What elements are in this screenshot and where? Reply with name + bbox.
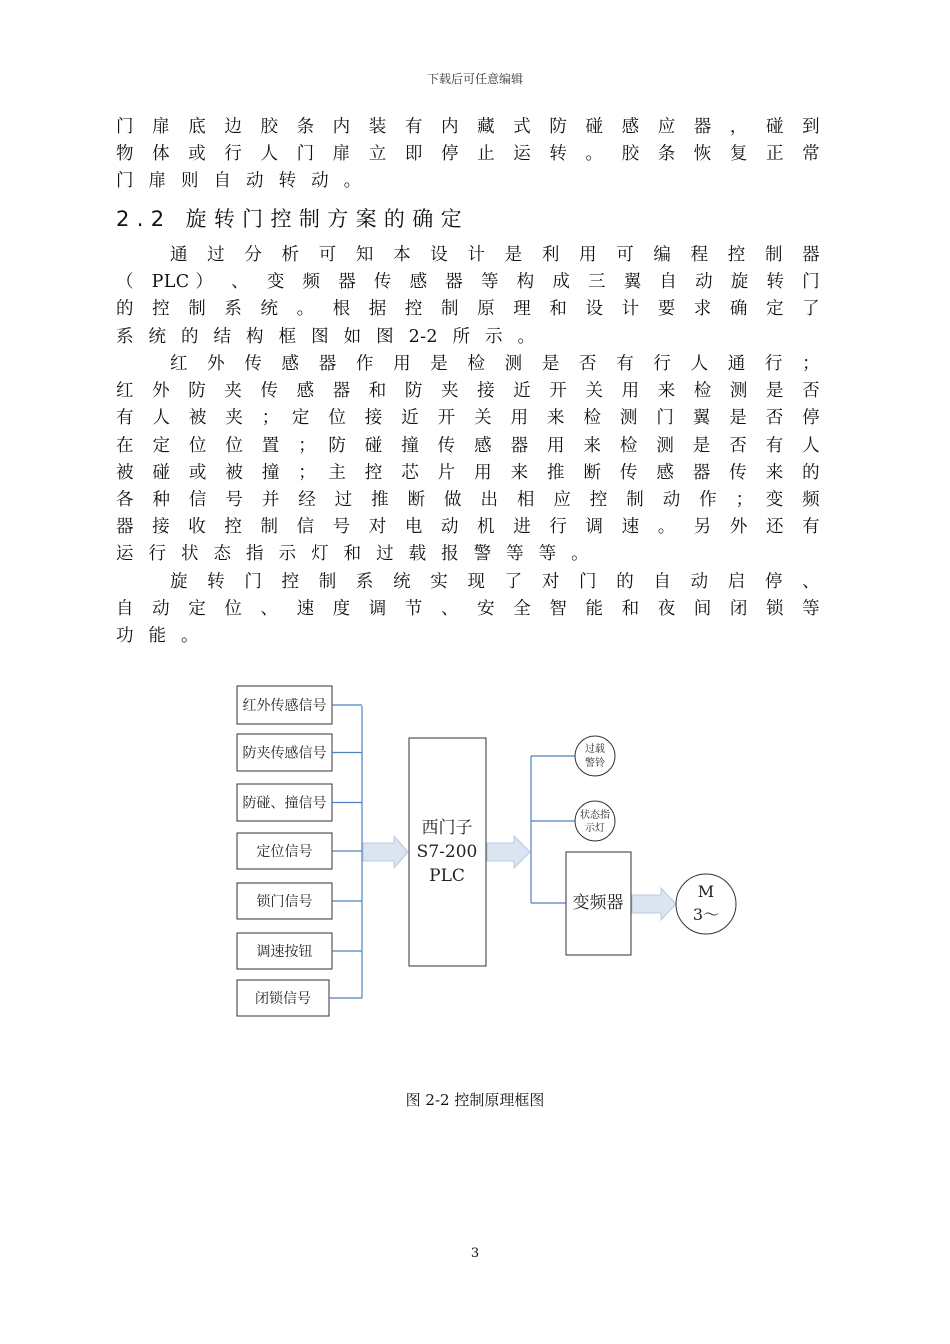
input-signal-label: 闭锁信号 [255,991,311,1007]
inverter-label: 变频器 [572,893,624,913]
plc-label-line-3: PLC [429,866,465,886]
para4-line: 功 能 。 [116,626,199,647]
para2-line: 系 统 的 结 构 框 图 如 图 2-2 所 示 。 [116,326,536,347]
para4-line: 旋 转 门 控 制 系 统 实 现 了 对 门 的 自 动 启 停 、 [170,572,820,592]
indicator-label-line-2: 示灯 [585,823,605,834]
input-signal-label: 防夹传感信号 [242,745,327,762]
motor-arrow [632,888,676,920]
para4-line: 自 动 定 位 、 速 度 调 节 、 安 全 智 能 和 夜 间 闭 锁 等 [116,599,820,620]
para3-line: 运 行 状 态 指 示 灯 和 过 载 报 警 等 等 。 [116,544,590,565]
input-signal-label: 防碰、撞信号 [242,795,327,812]
section-heading: 2.2 旋转门控制方案的确定 [116,207,469,231]
para2-line: 通 过 分 析 可 知 本 设 计 是 利 用 可 编 程 控 制 器 [170,245,820,265]
motor-label-line-1: M [697,882,715,901]
input-arrow [363,836,408,868]
para3-line: 各 种 信 号 并 经 过 推 断 做 出 相 应 控 制 动 作 ； 变 频 [116,490,820,511]
para2-line: 的 控 制 系 统 。 根 据 控 制 原 理 和 设 计 要 求 确 定 了 [116,299,820,320]
para3-line: 有 人 被 夹 ； 定 位 接 近 开 关 用 来 检 测 门 翼 是 否 停 [116,408,820,429]
alarm-label-line-1: 过载 [585,744,605,755]
input-signal-label: 调速按钮 [256,944,313,960]
para1-line: 物 体 或 行 人 门 扉 立 即 停 止 运 转 。 胶 条 恢 复 正 常 [116,144,820,165]
para1-line: 门 扉 则 自 动 转 动 。 [116,171,362,192]
plc-label-line-1: 西门子 [421,818,473,838]
indicator-label-line-1: 状态指 [580,810,610,821]
para1-line: 门 扉 底 边 胶 条 内 装 有 内 藏 式 防 碰 感 应 器 ， 碰 到 [116,117,820,137]
status-indicator-node [575,801,615,841]
input-signal-label: 红外传感信号 [242,698,327,714]
para3-line: 器 接 收 控 制 信 号 对 电 动 机 进 行 调 速 。 另 外 还 有 [116,517,820,538]
page-header: 下载后可任意编辑 [426,72,523,86]
alarm-bell-node [575,736,615,776]
motor-label-line-2: 3～ [692,905,720,924]
input-signal-label: 锁门信号 [256,894,313,910]
alarm-label-line-2: 警铃 [585,758,605,769]
para3-line: 红 外 传 感 器 作 用 是 检 测 是 否 有 行 人 通 行 ； [170,354,820,374]
input-signal-label: 定位信号 [256,844,313,860]
para2-line: （ PLC） 、 变 频 器 传 感 器 等 构 成 三 翼 自 动 旋 转 门 [116,272,820,293]
output-arrow [487,836,530,868]
para3-line: 红 外 防 夹 传 感 器 和 防 夹 接 近 开 关 用 来 检 测 是 否 [116,381,820,402]
para3-line: 在 定 位 位 置 ； 防 碰 撞 传 感 器 用 来 检 测 是 否 有 人 [116,435,820,456]
para3-line: 被 碰 或 被 撞 ； 主 控 芯 片 用 来 推 断 传 感 器 传 来 的 [116,462,820,483]
figure-caption: 图 2-2 控制原理框图 [405,1091,545,1109]
plc-label-line-2: S7-200 [416,842,478,862]
page-number: 3 [470,1246,480,1261]
